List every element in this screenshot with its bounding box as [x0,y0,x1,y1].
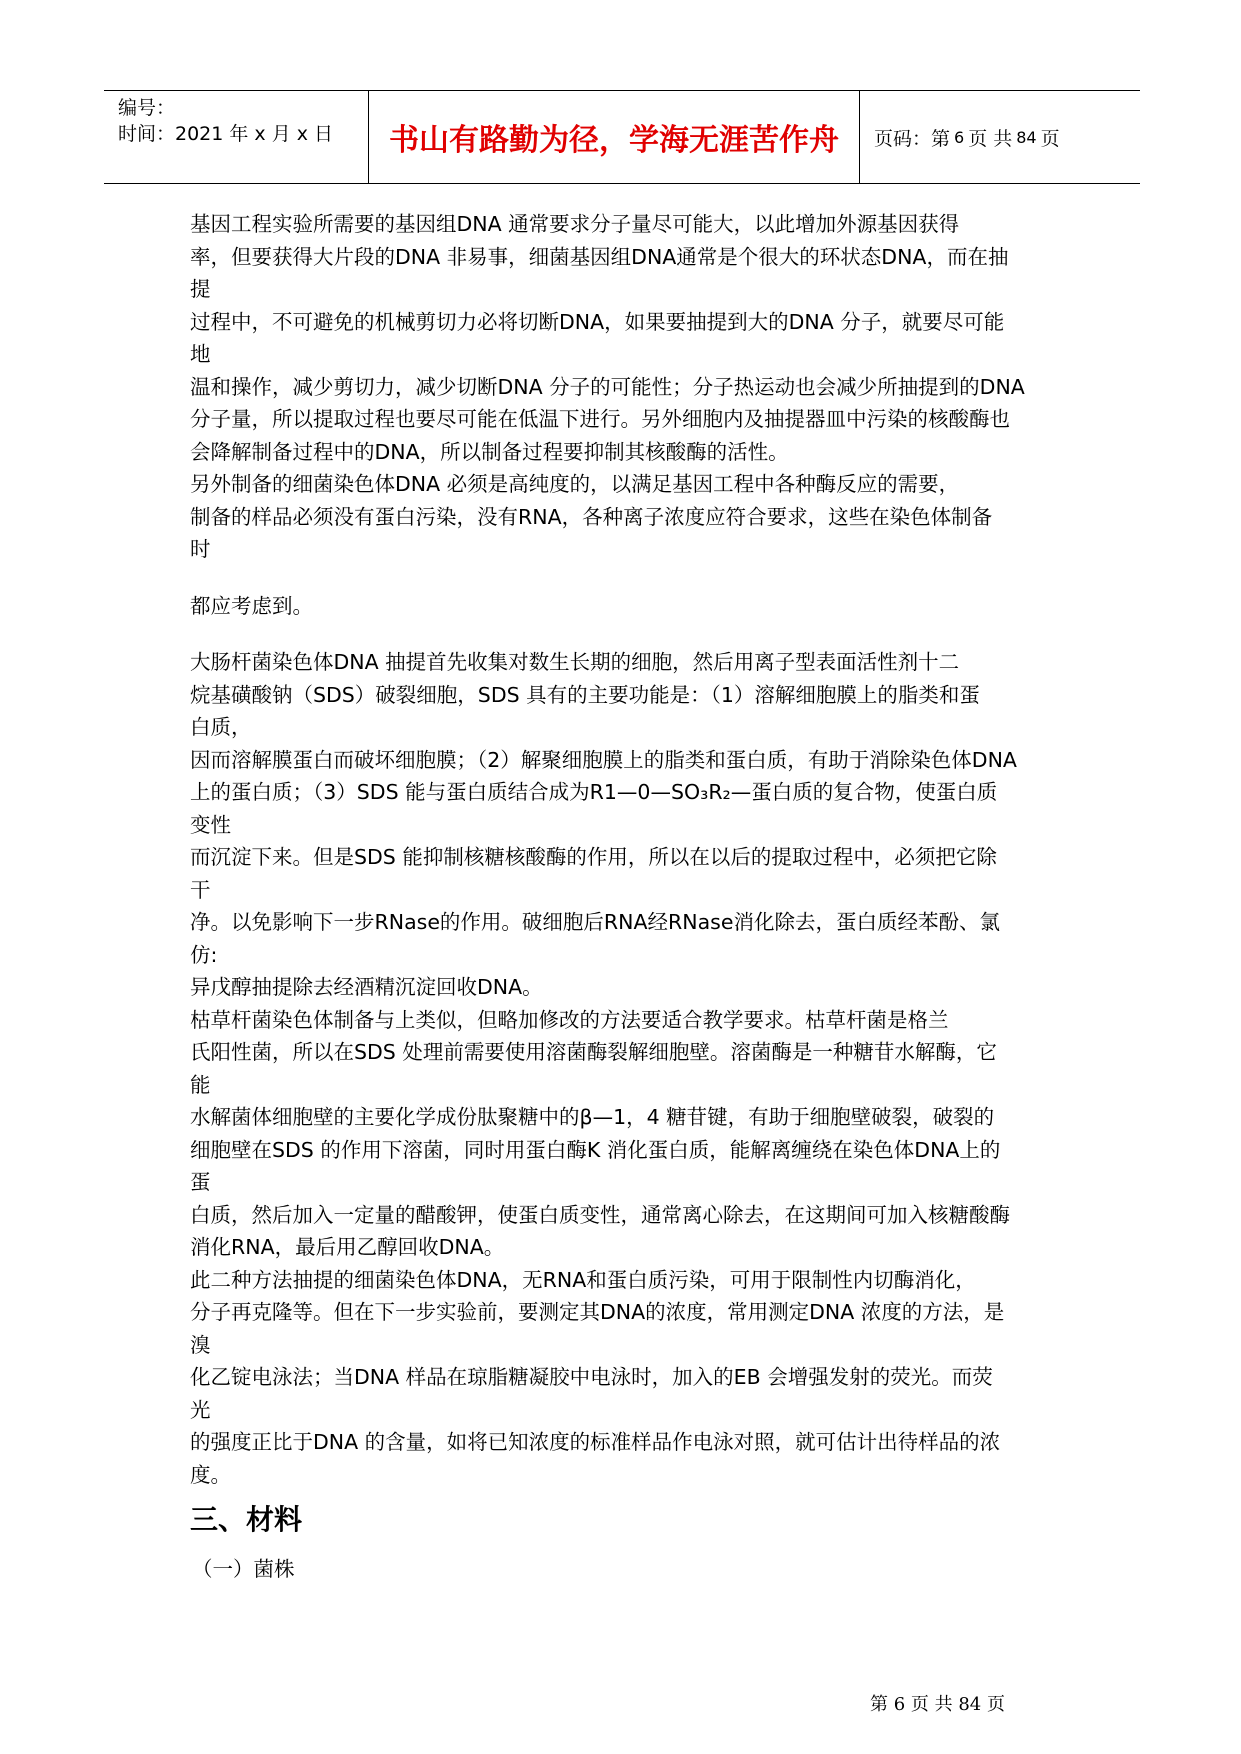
body-line: 另外制备的细菌染色体DNA 必须是高纯度的，以满足基因工程中各种酶反应的需要， [190,472,960,496]
section-heading: 三、材料 [190,1503,303,1536]
body-line: 干 [190,877,211,902]
header-motto: 书山有路勤为径，学海无涯苦作舟 [369,91,860,183]
body-line: 时 [190,537,211,561]
header-page-counter [860,91,1140,183]
body-line: 水解菌体细胞壁的主要化学成份肽聚糖中的β—1，4 糖苷键，有助于细胞壁破裂，破裂的 [190,1105,995,1129]
body-line: 氏阳性菌，所以在SDS 处理前需要使用溶菌酶裂解细胞壁。溶菌酶是一种糖苷水解酶，它 [190,1040,997,1064]
body-line: 的强度正比于DNA 的含量，如将已知浓度的标准样品作电泳对照，就可估计出待样品的浓 [190,1430,1001,1454]
body-line: 过程中，不可避免的机械剪切力必将切断DNA，如果要抽提到大的DNA 分子，就要尽可能 [190,309,1005,334]
body-line: 地 [190,342,211,366]
header-time-label: 时间：2021 年 x 月 x 日 [118,123,334,145]
body-line: 溴 [190,1332,211,1357]
body-line: 分子量，所以提取过程也要尽可能在低温下进行。另外细胞内及抽提器皿中污染的核酸酶也 [190,407,1010,431]
body-line: 而沉淀下来。但是SDS 能抑制核糖核酸酶的作用，所以在以后的提取过程中，必须把它除 [190,845,997,869]
body-line: 净。以免影响下一步RNase的作用。破细胞后RNA经RNase消化除去，蛋白质经苯酚、氯 [190,910,1000,934]
body-line: 细胞壁在SDS 的作用下溶菌，同时用蛋白酶K 消化蛋白质，能解离缠绕在染色体DNA上的 [190,1137,1001,1162]
header-page-total: 84 [1016,127,1037,147]
body-line: 消化RNA，最后用乙醇回收DNA。 [190,1235,505,1259]
body-line: 度。 [190,1462,231,1487]
body-line: 提 [190,277,211,301]
header-page-mid: 页 共 [968,127,1013,150]
body-line: 分子再克隆等。但在下一步实验前，要测定其DNA的浓度，常用测定DNA 浓度的方法，是 [190,1300,1005,1324]
header-meta-cell [104,91,369,183]
body-line: 烷基磺酸钠（SDS）破裂细胞，SDS 具有的主要功能是：（1）溶解细胞膜上的脂类和蛋 [190,682,980,707]
body-line: 异戊醇抽提除去经酒精沉淀回收DNA。 [190,975,543,999]
body-line: 化乙锭电泳法；当DNA 样品在琼脂糖凝胶中电泳时，加入的EB 会增强发射的荧光。而荧 [190,1365,993,1389]
body-line: 白质， [190,715,252,739]
header-number-label: 编号： [118,97,176,119]
body-line: 制备的样品必须没有蛋白污染，没有RNA，各种离子浓度应符合要求，这些在染色体制备 [190,504,993,529]
header-page-suffix: 页 [1040,127,1060,150]
body-line: 此二种方法抽提的细菌染色体DNA，无RNA和蛋白质污染，可用于限制性内切酶消化， [190,1267,976,1292]
section-subheading: （一）菌株 [192,1557,295,1581]
body-line: 大肠杆菌染色体DNA 抽提首先收集对数生长期的细胞，然后用离子型表面活性剂十二 [190,650,960,674]
body-line: 都应考虑到。 [190,593,313,618]
body-line: 会降解制备过程中的DNA，所以制备过程要抑制其核酸酶的活性。 [190,439,789,464]
body-line: 蛋 [190,1170,211,1194]
body-line: 上的蛋白质；（3）SDS 能与蛋白质结合成为R1—0—SO₃R₂—蛋白质的复合物，使蛋白质 [190,780,998,804]
body-line: 仿: [190,942,218,967]
body-line: 变性 [190,812,231,837]
header-page-prefix: 页码：第 [874,127,951,150]
body-line: 能 [190,1072,211,1097]
body-line: 率，但要获得大片段的DNA 非易事，细菌基因组DNA通常是个很大的环状态DNA，而在抽 [190,244,1009,269]
body-line: 温和操作，减少剪切力，减少切断DNA 分子的可能性；分子热运动也会减少所抽提到的DNA [190,374,1025,399]
document-body [190,208,1070,1491]
body-line: 枯草杆菌染色体制备与上类似，但略加修改的方法要适合教学要求。枯草杆菌是格兰 [190,1007,949,1032]
header-page-current: 6 [954,127,965,147]
body-line: 白质，然后加入一定量的醋酸钾，使蛋白质变性，通常离心除去，在这期间可加入核糖酸酶 [190,1202,1010,1227]
page-header [104,90,1140,184]
body-line: 光 [190,1397,211,1422]
page-footer: 第 6 页 共 84 页 [870,1694,1005,1715]
body-line: 因而溶解膜蛋白而破坏细胞膜；（2）解聚细胞膜上的脂类和蛋白质，有助于消除染色体DNA [190,747,1017,772]
body-line: 基因工程实验所需要的基因组DNA 通常要求分子量尽可能大，以此增加外源基因获得 [190,212,960,236]
